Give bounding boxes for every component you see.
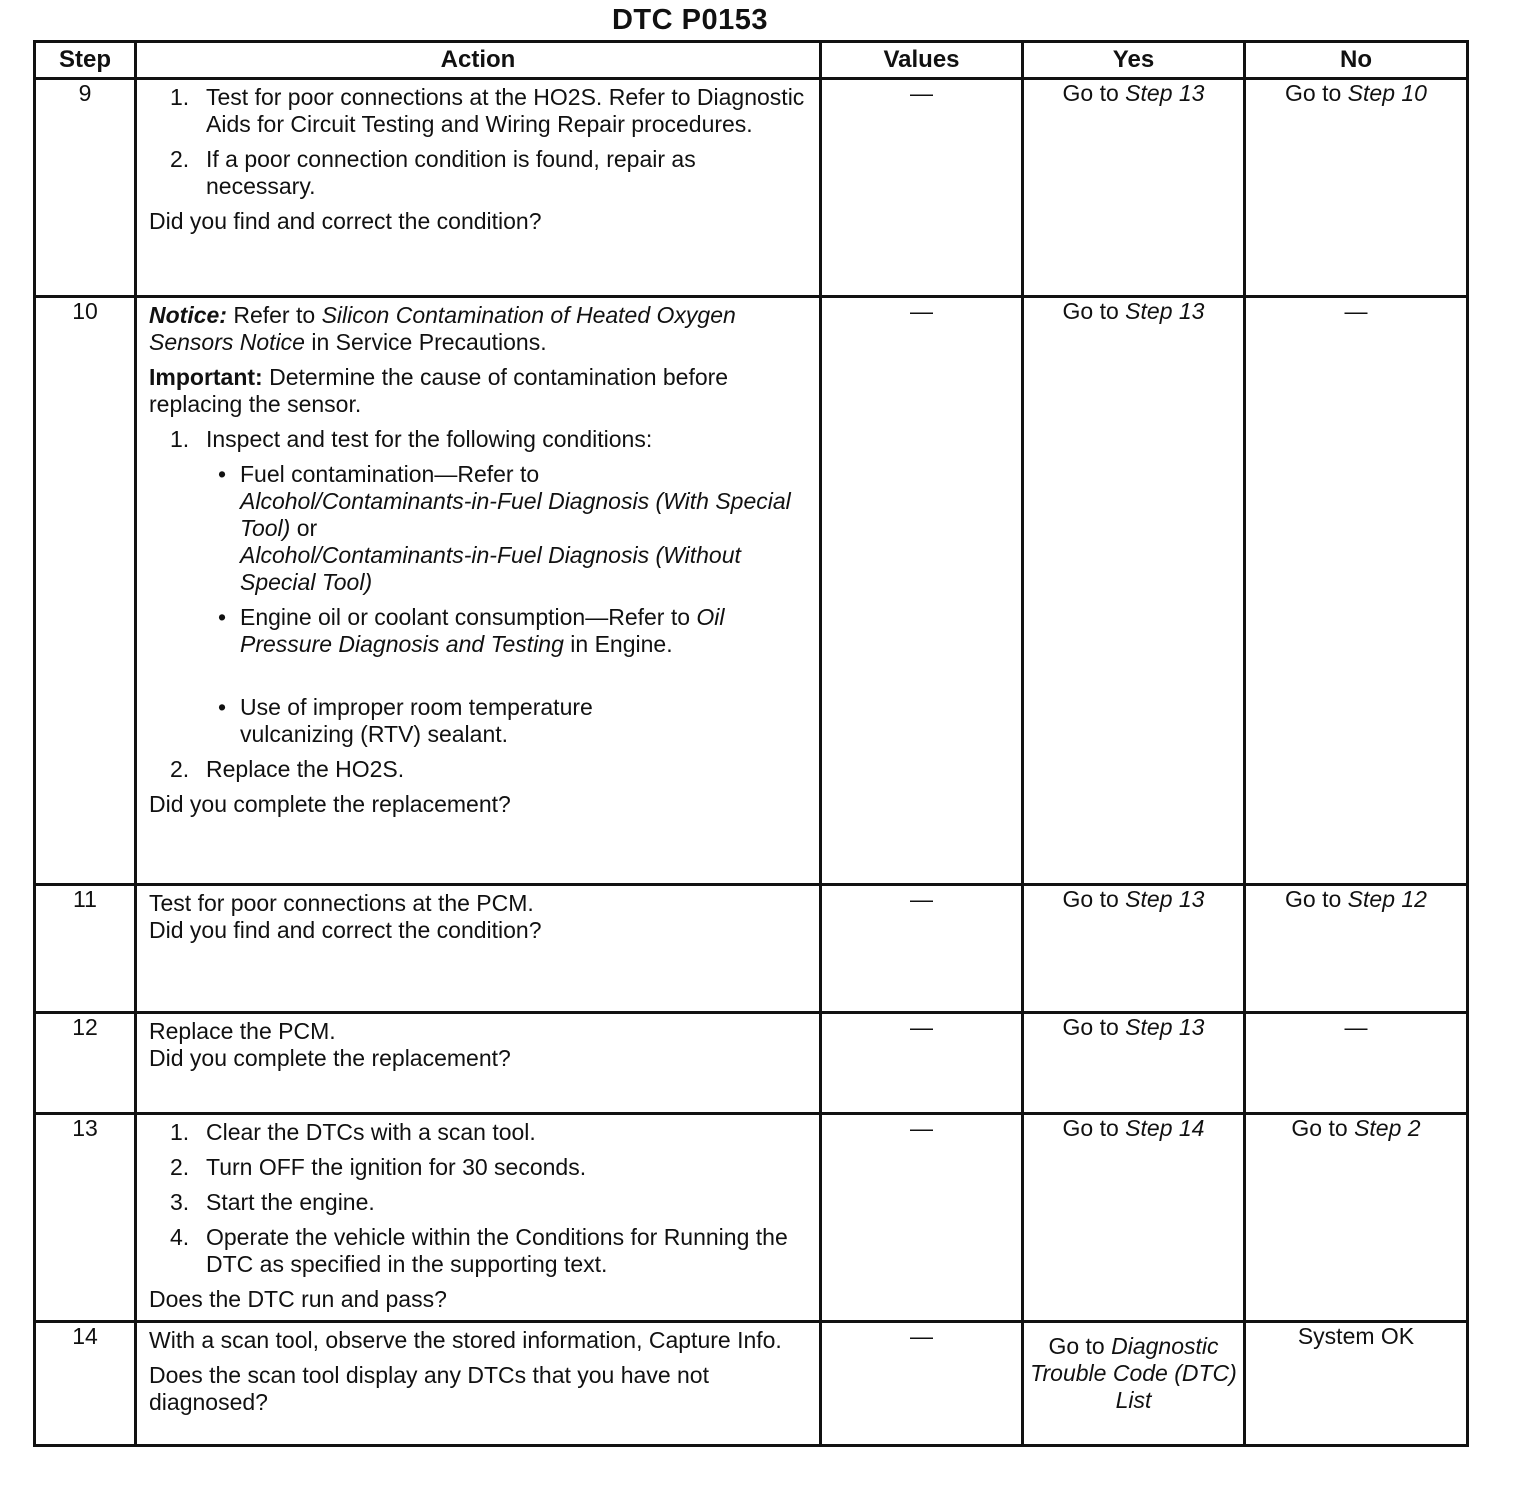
step-number: 12 <box>35 1013 136 1114</box>
bullet-item: • Use of improper room temperature vulcanizing (RTV) sealant. <box>218 694 593 747</box>
yes-cell: Go to Diagnostic Trouble Code (DTC) List <box>1023 1322 1245 1446</box>
no-step-link: Step 12 <box>1347 886 1427 912</box>
yes-step-link: Step 13 <box>1125 1014 1205 1040</box>
action-text: Test for poor connections at the PCM. <box>149 890 534 916</box>
values-cell: — <box>821 79 1023 297</box>
no-cell: Go to Step 12 <box>1245 885 1468 1013</box>
header-step: Step <box>35 42 136 79</box>
bullet-item: • Engine oil or coolant consumption—Refer to Oil Pressure Diagnosis and Testing in Engine. <box>218 604 725 657</box>
list-item: 1. Inspect and test for the following conditions: <box>170 426 653 452</box>
yes-cell: Go to Step 13 <box>1023 1013 1245 1114</box>
header-yes: Yes <box>1023 42 1245 79</box>
values-cell: — <box>821 1322 1023 1446</box>
bullet-item: • Fuel contamination—Refer to Alcohol/Contaminants-in-Fuel Diagnosis (With Special Tool) or Alcohol/Contaminants-in-Fuel Diagnosis (Without Special Tool) <box>218 461 791 595</box>
action-cell <box>136 1322 821 1446</box>
yes-cell: Go to Step 13 <box>1023 885 1245 1013</box>
action-text: Replace the PCM. <box>149 1018 336 1044</box>
table-row-step-10 <box>35 297 1468 885</box>
no-cell: — <box>1245 297 1468 885</box>
yes-step-link: Step 14 <box>1125 1115 1205 1141</box>
list-item: 3. Start the engine. <box>170 1189 375 1215</box>
header-no: No <box>1245 42 1468 79</box>
yes-step-link: Step 13 <box>1125 80 1205 106</box>
list-item: 2. Replace the HO2S. <box>170 756 405 782</box>
question-text: Did you find and correct the condition? <box>149 208 542 234</box>
list-item: 1. Clear the DTCs with a scan tool. <box>170 1119 536 1145</box>
yes-step-link: Step 13 <box>1125 886 1205 912</box>
yes-step-link: Step 13 <box>1125 298 1205 324</box>
notice-paragraph: Notice: Refer to Silicon Contamination of Heated Oxygen Sensors Notice in Service Precautions. <box>149 302 736 355</box>
table-row-step-9 <box>35 79 1468 297</box>
step-number: 10 <box>35 297 136 885</box>
yes-cell: Go to Step 13 <box>1023 297 1245 885</box>
yes-cell: Go to Step 14 <box>1023 1114 1245 1322</box>
action-text: With a scan tool, observe the stored information, Capture Info. <box>149 1327 782 1353</box>
action-cell <box>136 1114 821 1322</box>
yes-dtc-list-link: Diagnostic Trouble Code (DTC) List <box>1030 1333 1237 1413</box>
no-step-link: Step 10 <box>1347 80 1427 106</box>
question-text: Does the scan tool display any DTCs that you have not diagnosed? <box>149 1362 709 1415</box>
step-number: 13 <box>35 1114 136 1322</box>
no-cell: Go to Step 2 <box>1245 1114 1468 1322</box>
header-row <box>35 42 1468 79</box>
list-item: 1. Test for poor connections at the HO2S. Refer to Diagnostic Aids for Circuit Testing and Wiring Repair procedures. <box>170 84 805 137</box>
important-paragraph: Important: Determine the cause of contamination before replacing the sensor. <box>149 364 729 417</box>
no-cell: Go to Step 10 <box>1245 79 1468 297</box>
table-row-step-11 <box>35 885 1468 1013</box>
yes-cell: Go to Step 13 <box>1023 79 1245 297</box>
question-text: Does the DTC run and pass? <box>149 1286 447 1312</box>
action-cell <box>136 1013 821 1114</box>
table-row-step-14 <box>35 1322 1468 1446</box>
table-row-step-12 <box>35 1013 1468 1114</box>
values-cell: — <box>821 297 1023 885</box>
action-cell <box>136 885 821 1013</box>
list-item: 2. Turn OFF the ignition for 30 seconds. <box>170 1154 587 1180</box>
header-values: Values <box>821 42 1023 79</box>
step-number: 14 <box>35 1322 136 1446</box>
no-cell: — <box>1245 1013 1468 1114</box>
page-title: DTC P0153 <box>611 4 768 36</box>
action-cell <box>136 297 821 885</box>
diagnostic-table <box>33 40 1469 1447</box>
step-number: 11 <box>35 885 136 1013</box>
action-cell <box>136 79 821 297</box>
question-text: Did you complete the replacement? <box>149 791 511 817</box>
list-item: 2. If a poor connection condition is found, repair as necessary. <box>170 146 696 199</box>
no-step-link: Step 2 <box>1354 1115 1421 1141</box>
list-item: 4. Operate the vehicle within the Conditions for Running the DTC as specified in the supporting text. <box>170 1224 788 1277</box>
header-action: Action <box>136 42 821 79</box>
step-number: 9 <box>35 79 136 297</box>
table-row-step-13 <box>35 1114 1468 1322</box>
values-cell: — <box>821 1013 1023 1114</box>
values-cell: — <box>821 1114 1023 1322</box>
no-cell <box>1245 1322 1468 1446</box>
values-cell: — <box>821 885 1023 1013</box>
question-text: Did you find and correct the condition? <box>149 917 542 943</box>
question-text: Did you complete the replacement? <box>149 1045 511 1071</box>
system-ok-text: System OK <box>1297 1323 1415 1349</box>
